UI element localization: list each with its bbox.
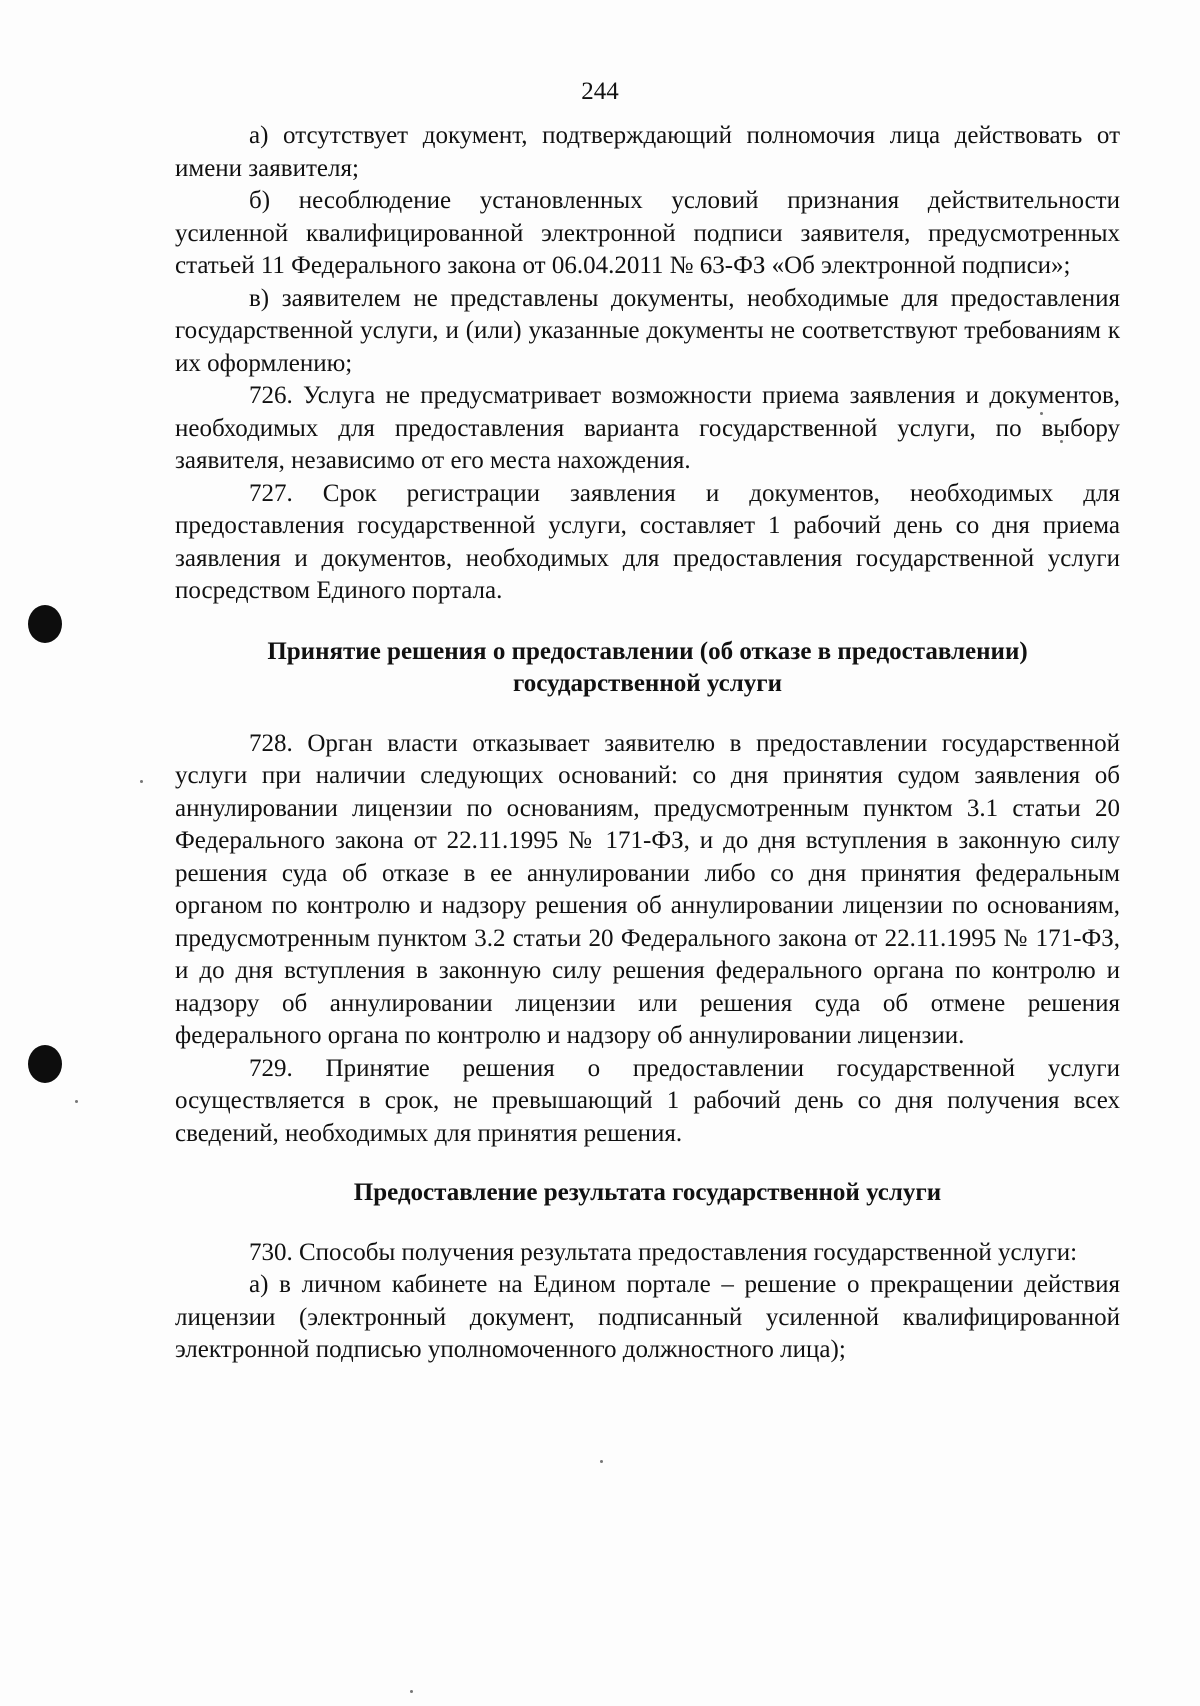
section-heading-result: Предоставление результата государственной услуги (353, 1179, 942, 1206)
paragraph-documents-missing: в) заявителем не представлены документы, необходимые для предоставления государственной услуги, и (или) указанные документы не соответствуют требованиям к их оформлению; (175, 284, 1120, 377)
paragraph-730: 730. Способы получения результата предоставления государственной услуги: (249, 1238, 1078, 1266)
paragraph-personal-account: а) в личном кабинете на Едином портале – решение о прекращении действия лицензии (электронный документ, подписанный усиленной квалифицированной электронной подписью уполномоченного должностного лица); (175, 1271, 1120, 1363)
paragraph-missing-authority: а) отсутствует документ, подтверждающий полномочия лица действовать от имени заявителя; (175, 122, 1120, 182)
scan-speck (75, 1100, 78, 1103)
punch-hole-mark (28, 605, 62, 643)
scan-speck (600, 1460, 603, 1463)
paragraph-728: 728. Орган власти отказывает заявителю в предоставлении государственной услуги при наличии следующих оснований: со дня принятия судом заявления об аннулировании лицензии по основаниям, предусмотренным пунктом 3.1 статьи 20 Федерального закона от 22.11.1995 № 171-ФЗ, и до дня вступления в законную силу решения суда об отказе в ее аннулировании либо со дня принятия федеральным органом по контролю и надзору решения об аннулировании лицензии по основаниям, предусмотренным пунктом 3.2 статьи 20 Федерального закона от 22.11.1995 № 171-ФЗ, и до дня вступления в законную силу решения федерального органа по контролю и надзору об аннулировании лицензии или решения суда об отмене решения федерального органа по контролю и надзору об аннулировании лицензии. (175, 729, 1120, 1049)
paragraph-727: 727. Срок регистрации заявления и документов, необходимых для предоставления государственной услуги, составляет 1 рабочий день со дня приема заявления и документов, необходимых для предоставления государственной услуги посредством Единого портала. (175, 479, 1120, 604)
punch-hole-mark (28, 1045, 62, 1083)
scan-speck (140, 780, 143, 783)
document-body (175, 120, 1120, 1367)
scan-speck (410, 1690, 413, 1693)
paragraph-726: 726. Услуга не предусматривает возможности приема заявления и документов, необходимых для предоставления варианта государственной услуги, по выбору заявителя, независимо от его места нахождения. (175, 382, 1120, 474)
section-heading-decision: Принятие решения о предоставлении (об отказе в предоставлении) государственной услуги (267, 637, 1028, 697)
paragraph-729: 729. Принятие решения о предоставлении государственной услуги осуществляется в срок, не превышающий 1 рабочий день со дня получения всех сведений, необходимых для принятия решения. (175, 1054, 1120, 1147)
page-number: 244 (581, 78, 619, 105)
paragraph-signature-noncompliance: б) несоблюдение установленных условий признания действительности усиленной квалифицированной электронной подписи заявителя, предусмотренных статьей 11 Федерального закона от 06.04.2011 № 63-ФЗ «Об электронной подписи»; (175, 187, 1120, 279)
